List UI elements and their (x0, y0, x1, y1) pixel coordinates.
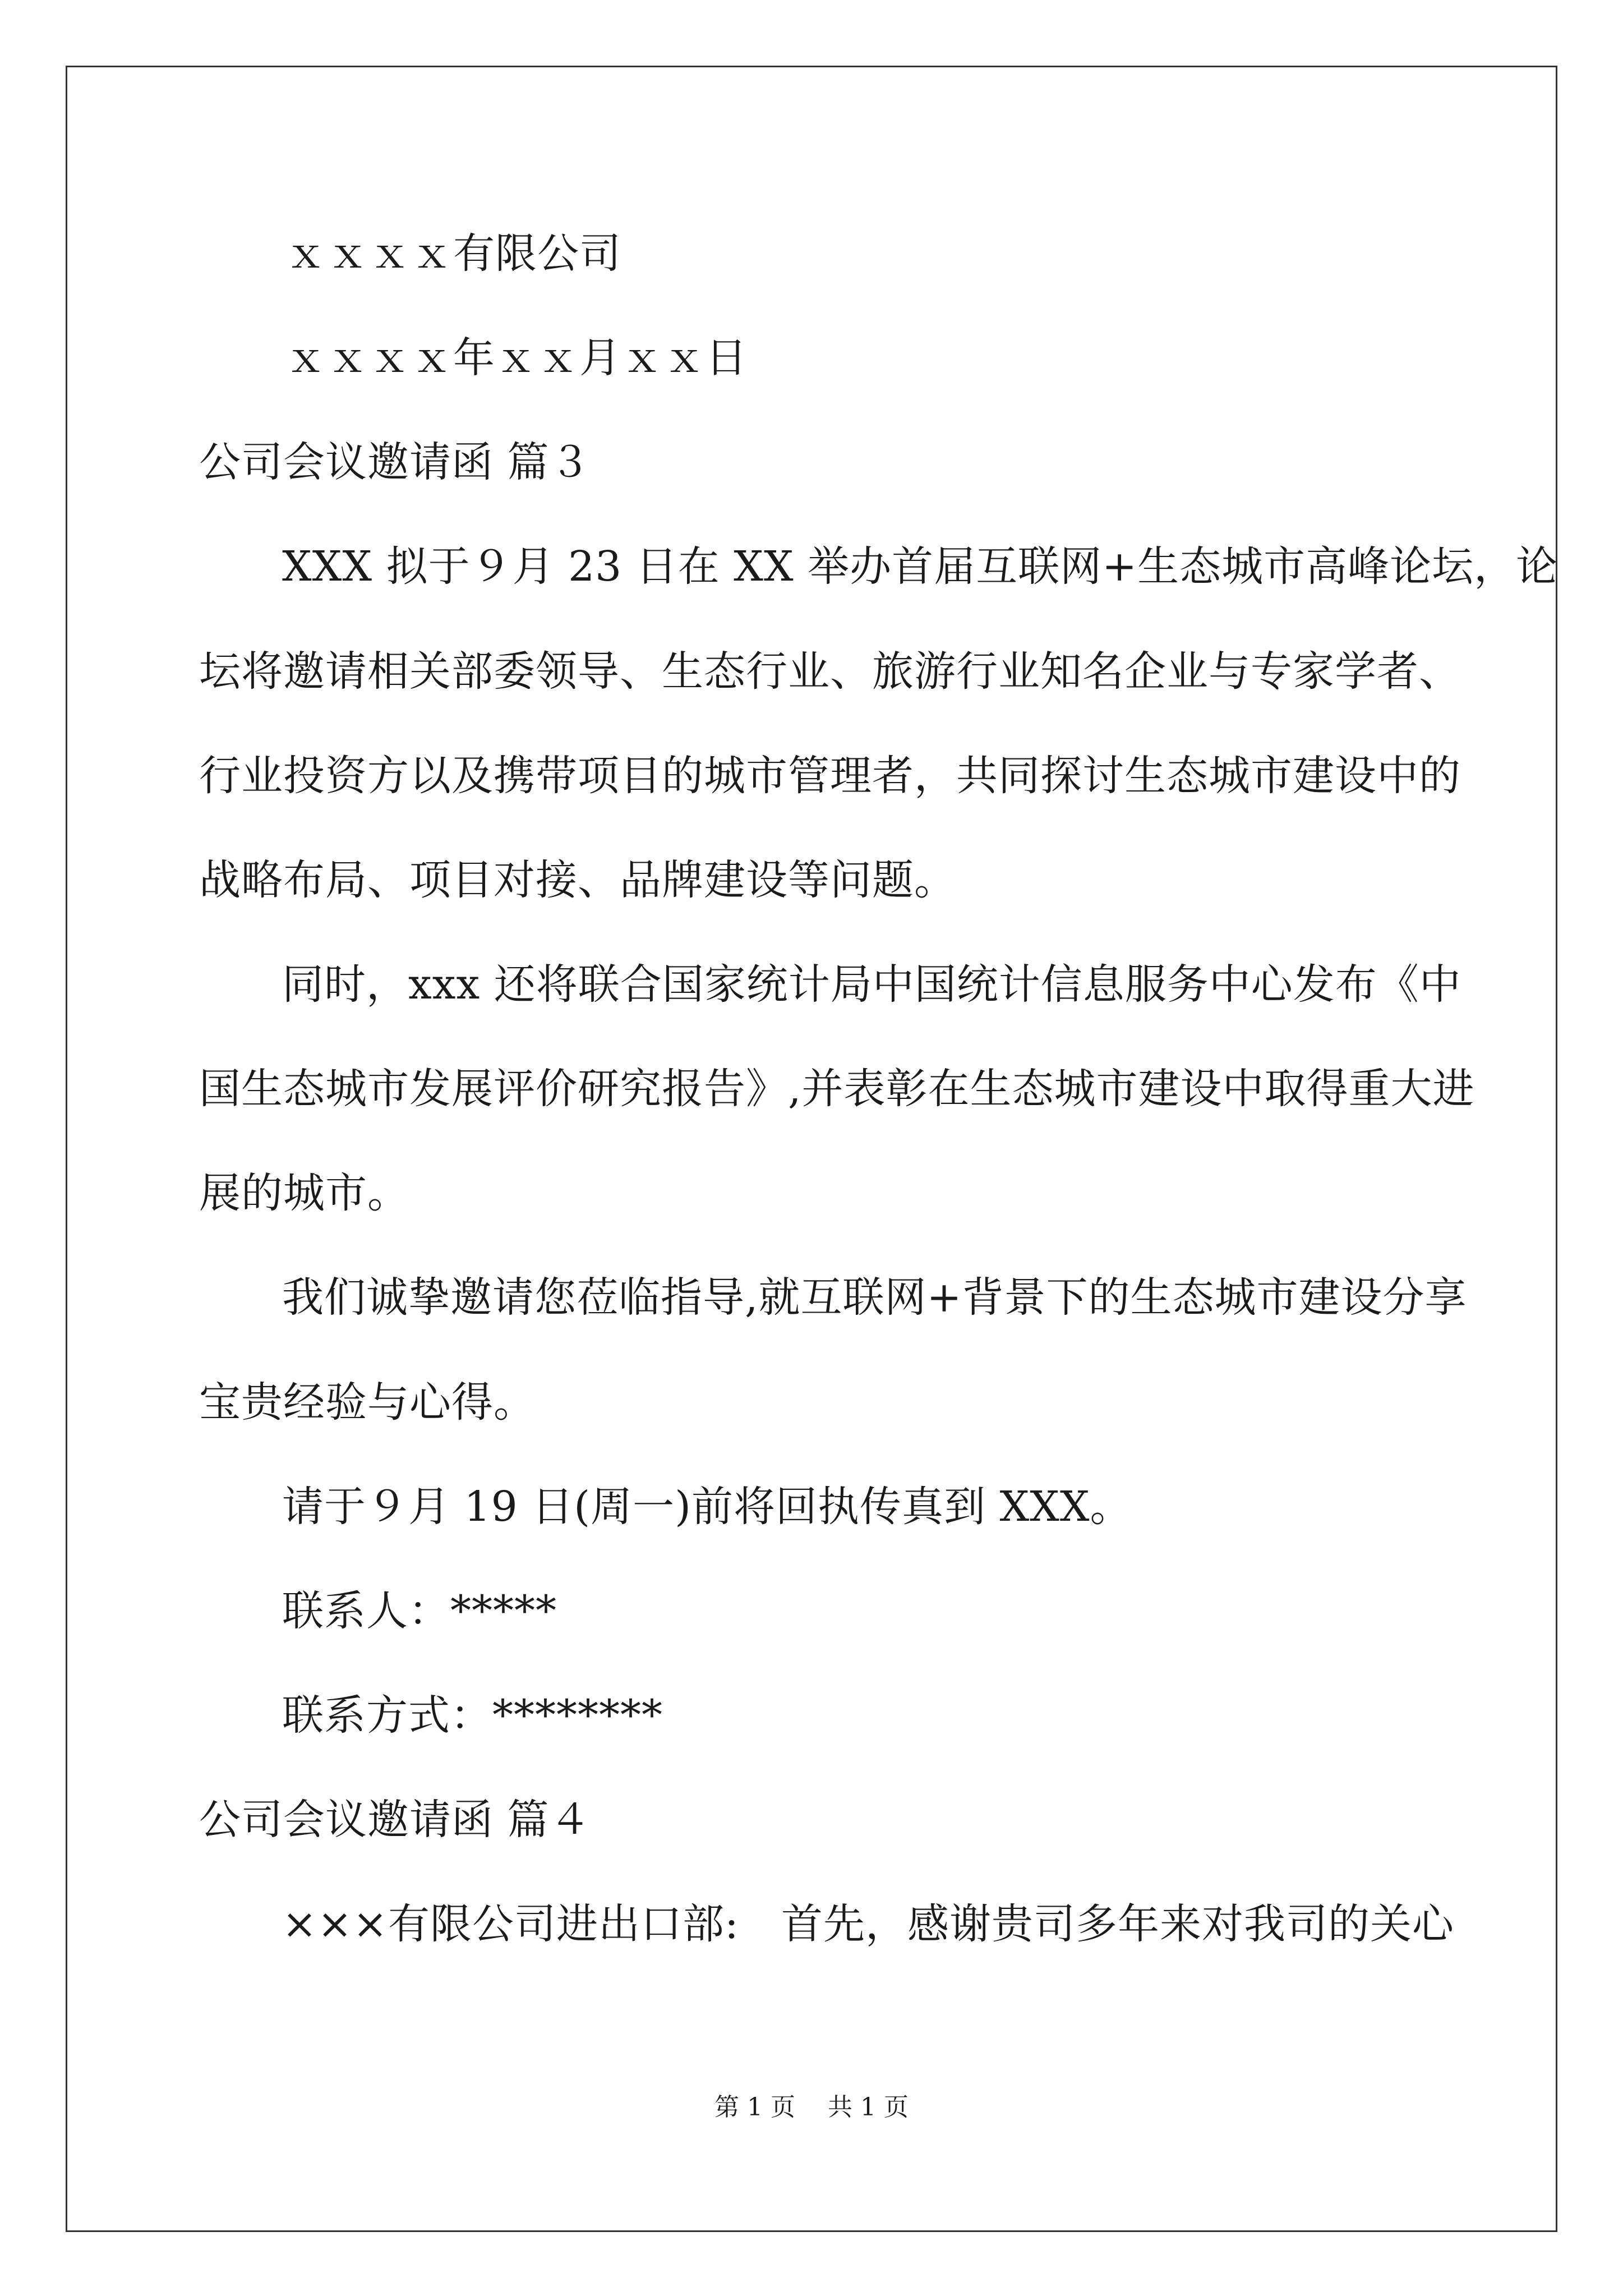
contact-method: 联系方式：******** (282, 1691, 663, 1740)
s3-para2-line3: 展的城市。 (199, 1169, 409, 1217)
s3-para1-line4: 战略布局、项目对接、品牌建设等问题。 (199, 856, 956, 904)
s3-para1-line2: 坛将邀请相关部委领导、生态行业、旅游行业知名企业与专家学者、 (199, 647, 1461, 696)
s3-para2-line1: 同时，xxx 还将联合国家统计局中国统计信息服务中心发布《中 (282, 960, 1461, 1009)
company-name: ｘｘｘｘ有限公司 (285, 229, 621, 278)
section-heading-3: 公司会议邀请函 篇３ (199, 438, 592, 486)
section-heading-4: 公司会议邀请函 篇４ (199, 1796, 592, 1844)
s3-para1-line1: XXX 拟于９月 23 日在 XX 举办首届互联网+生态城市高峰论坛，论 (282, 542, 1559, 591)
s4-para1-line1: ×××有限公司进出口部: 首先，感谢贵司多年来对我司的关心 (282, 1900, 1454, 1948)
s3-para3-line1: 我们诚挚邀请您莅临指导,就互联网+背景下的生态城市建设分享 (282, 1273, 1467, 1322)
s3-para2-line2: 国生态城市发展评价研究报告》,并表彰在生态城市建设中取得重大进 (199, 1065, 1475, 1113)
s3-para1-line3: 行业投资方以及携带项目的城市管理者，共同探讨生态城市建设中的 (199, 752, 1461, 800)
s3-para3-line2: 宝贵经验与心得。 (199, 1378, 536, 1427)
letter-date: ｘｘｘｘ年ｘｘ月ｘｘ日 (285, 334, 748, 382)
contact-person: 联系人：***** (282, 1587, 557, 1635)
reply-deadline: 请于９月 19 日(周一)前将回执传真到 XXX。 (282, 1483, 1132, 1531)
page-footer: 第 1 页 共 1 页 (714, 2093, 909, 2122)
